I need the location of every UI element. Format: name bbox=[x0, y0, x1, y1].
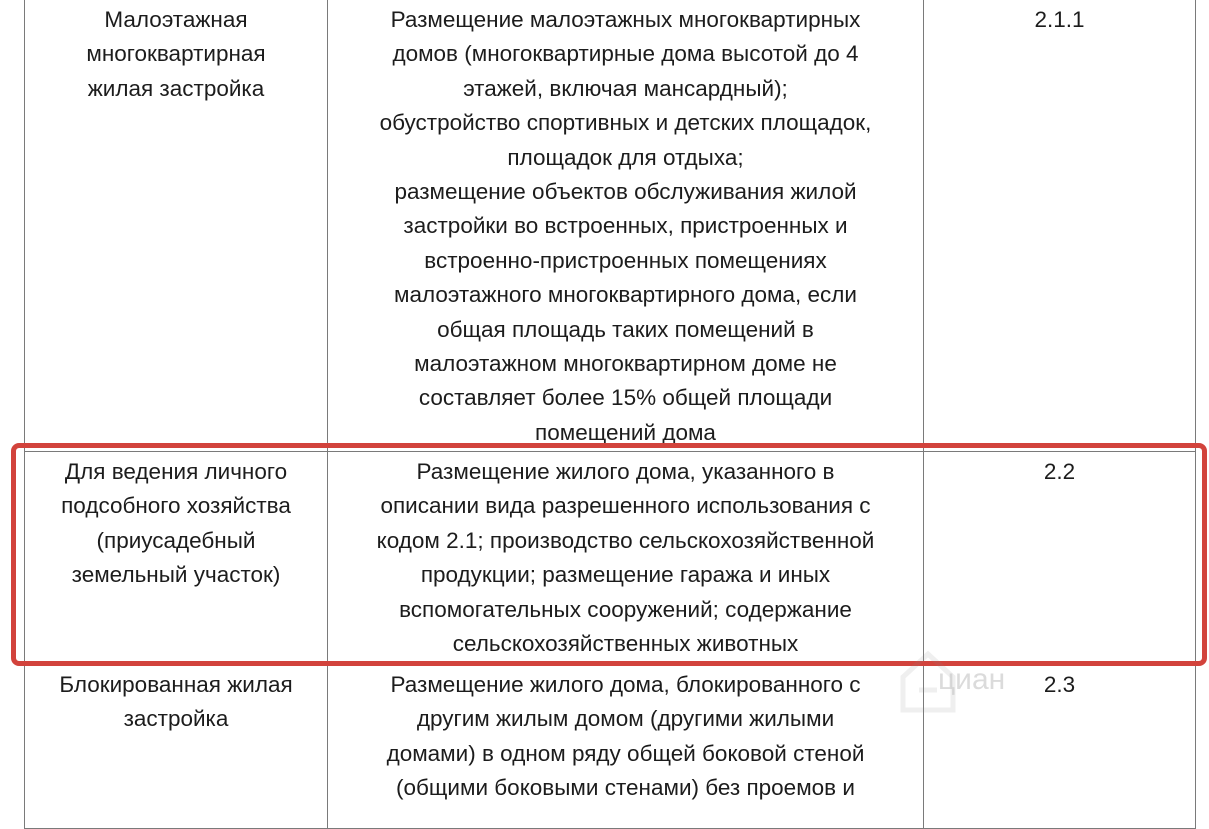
usage-name-line: многоквартирная bbox=[86, 41, 266, 67]
usage-code: 2.3 bbox=[1043, 672, 1076, 697]
description-line: общая площадь таких помещений в bbox=[437, 316, 814, 342]
usage-name-line: Малоэтажная bbox=[104, 7, 248, 32]
cell-usage-description bbox=[328, 0, 924, 452]
usage-name-line: земельный участок) bbox=[71, 562, 281, 588]
land-use-table-container bbox=[24, 0, 1195, 829]
cell-usage-code bbox=[924, 665, 1196, 829]
table-row bbox=[25, 452, 1196, 665]
description-line: сельскохозяйственных животных bbox=[452, 631, 799, 657]
land-use-table bbox=[24, 0, 1196, 829]
description-line: составляет более 15% общей площади bbox=[418, 385, 833, 411]
cell-usage-name bbox=[25, 452, 328, 665]
cell-usage-name bbox=[25, 665, 328, 829]
usage-code: 2.2 bbox=[1043, 459, 1076, 484]
description-line: (общими боковыми стенами) без проемов и bbox=[396, 775, 855, 801]
description-line: Размещение жилого дома, указанного в bbox=[416, 459, 835, 484]
cell-usage-description bbox=[328, 665, 924, 829]
description-line: обустройство спортивных и детских площадок, bbox=[379, 110, 872, 136]
description-line: кодом 2.1; производство сельскохозяйственной bbox=[376, 527, 875, 553]
table-row bbox=[25, 0, 1196, 452]
table-row bbox=[25, 665, 1196, 829]
description-line: Размещение жилого дома, блокированного с bbox=[390, 672, 861, 697]
description-line: домами) в одном ряду общей боковой стеной bbox=[386, 740, 865, 766]
usage-name-line: Для ведения личного bbox=[64, 459, 288, 484]
description-line: малоэтажного многоквартирного дома, если bbox=[394, 282, 857, 308]
usage-name-line: застройка bbox=[123, 706, 229, 732]
cell-usage-code bbox=[924, 0, 1196, 452]
description-line: встроенно-пристроенных помещениях bbox=[424, 247, 827, 273]
description-line: размещение объектов обслуживания жилой bbox=[394, 179, 857, 205]
description-line: Размещение малоэтажных многоквартирных bbox=[390, 7, 861, 32]
description-line: описании вида разрешенного использования с bbox=[380, 493, 871, 519]
description-line: застройки во встроенных, пристроенных и bbox=[403, 213, 848, 239]
description-line: малоэтажном многоквартирном доме не bbox=[414, 351, 837, 377]
description-line: вспомогательных сооружений; содержание bbox=[399, 596, 852, 622]
description-line: другим жилым домом (другими жилыми bbox=[416, 706, 835, 732]
description-line: продукции; размещение гаража и иных bbox=[420, 562, 831, 588]
usage-name-line: Блокированная жилая bbox=[59, 672, 293, 697]
description-line: этажей, включая мансардный); bbox=[463, 75, 788, 101]
usage-name-line: подсобного хозяйства bbox=[61, 493, 291, 519]
description-line: площадок для отдыха; bbox=[507, 144, 744, 170]
cell-usage-name bbox=[25, 0, 328, 452]
cell-usage-code bbox=[924, 452, 1196, 665]
description-line: домов (многоквартирные дома высотой до 4 bbox=[392, 41, 859, 67]
usage-code: 2.1.1 bbox=[1034, 7, 1085, 32]
watermark-text: циан bbox=[938, 663, 1006, 696]
usage-name-line: (приусадебный bbox=[96, 527, 256, 553]
cell-usage-description bbox=[328, 452, 924, 665]
usage-name-line: жилая застройка bbox=[87, 75, 265, 101]
description-line: помещений дома bbox=[535, 419, 716, 445]
